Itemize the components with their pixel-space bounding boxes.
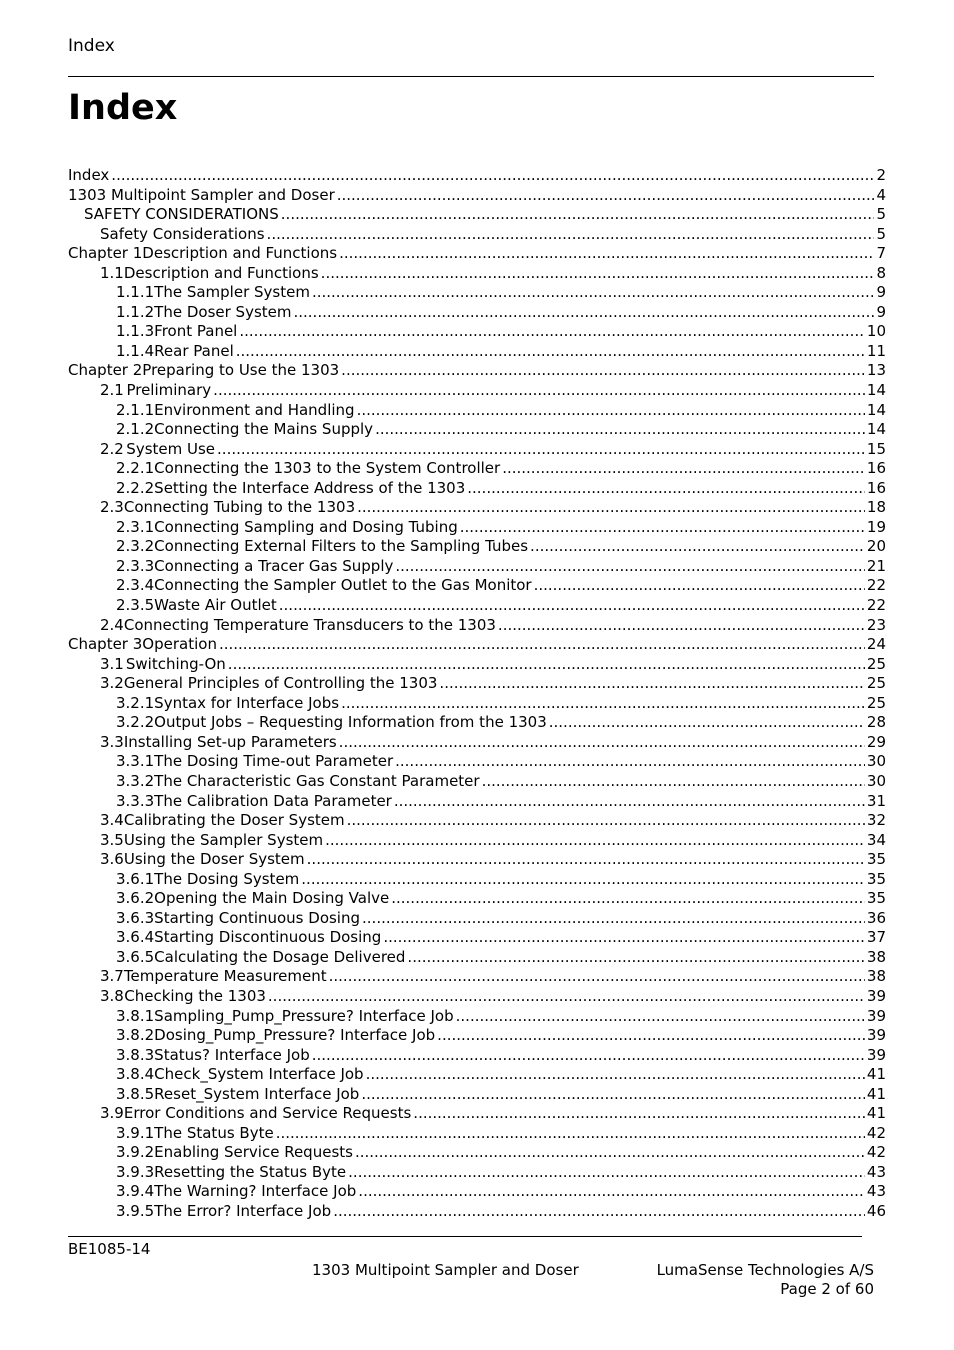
toc-entry[interactable] bbox=[68, 909, 886, 929]
toc-entry-page: 2 bbox=[876, 166, 886, 184]
toc-entry-number: 3.8.1 bbox=[116, 1006, 155, 1025]
toc-entry-label: Opening the Main Dosing Valve bbox=[154, 889, 390, 908]
toc-entry[interactable] bbox=[68, 772, 886, 792]
toc-dot-leader bbox=[361, 1085, 865, 1105]
toc-entry-page: 25 bbox=[866, 693, 886, 712]
toc-dot-leader bbox=[281, 205, 875, 225]
toc-entry-number: 2.3.3 bbox=[116, 556, 155, 575]
toc-dot-leader bbox=[413, 1104, 865, 1124]
toc-dot-leader bbox=[498, 616, 865, 636]
toc-entry-number: 3.8 bbox=[100, 986, 124, 1005]
toc-dot-leader bbox=[534, 576, 865, 596]
toc-entry[interactable] bbox=[68, 225, 886, 245]
toc-entry-label: Using the Doser System bbox=[123, 850, 305, 869]
toc-entry[interactable] bbox=[68, 459, 886, 479]
toc-entry[interactable] bbox=[68, 928, 886, 948]
toc-entry-label: Starting Continuous Dosing bbox=[154, 908, 361, 927]
toc-entry-page: 13 bbox=[866, 361, 886, 380]
toc-entry[interactable] bbox=[68, 1007, 886, 1027]
toc-dot-leader bbox=[267, 225, 875, 245]
toc-dot-leader bbox=[357, 498, 865, 518]
toc-dot-leader bbox=[549, 713, 865, 733]
toc-entry[interactable] bbox=[68, 1124, 886, 1144]
toc-entry-number: 3.9.1 bbox=[116, 1123, 155, 1142]
toc-entry-page: 15 bbox=[866, 439, 886, 458]
toc-entry-page: 14 bbox=[866, 381, 886, 400]
toc-dot-leader bbox=[358, 1182, 865, 1202]
toc-dot-leader bbox=[268, 987, 865, 1007]
toc-entry-page: 4 bbox=[876, 185, 886, 204]
toc-entry[interactable] bbox=[68, 283, 886, 303]
toc-entry-page: 24 bbox=[866, 635, 886, 654]
toc-entry-page: 34 bbox=[866, 830, 886, 849]
toc-entry[interactable] bbox=[68, 1026, 886, 1046]
toc-entry-number: 3.4 bbox=[100, 811, 124, 830]
toc-entry[interactable] bbox=[68, 1202, 886, 1222]
toc-dot-leader bbox=[301, 870, 865, 890]
toc-entry[interactable] bbox=[68, 811, 886, 831]
toc-entry-page: 9 bbox=[876, 302, 886, 321]
toc-dot-leader bbox=[339, 244, 874, 264]
toc-dot-leader bbox=[219, 635, 865, 655]
toc-entry-page: 35 bbox=[866, 869, 886, 888]
toc-entry-label: Connecting the Sampler Outlet to the Gas Monitor bbox=[154, 576, 532, 595]
toc-dot-leader bbox=[279, 596, 865, 616]
toc-entry-page: 18 bbox=[866, 498, 886, 517]
toc-entry-label: The Dosing System bbox=[154, 869, 300, 888]
toc-entry-label: The Dosing Time-out Parameter bbox=[154, 752, 394, 771]
toc-dot-leader bbox=[341, 694, 865, 714]
toc-entry-number: Chapter 1 bbox=[68, 244, 143, 263]
footer-company: LumaSense Technologies A/S bbox=[656, 1261, 874, 1279]
toc-entry[interactable] bbox=[68, 264, 886, 284]
toc-entry[interactable] bbox=[68, 537, 886, 557]
toc-entry[interactable] bbox=[68, 831, 886, 851]
toc-entry-page: 35 bbox=[866, 850, 886, 869]
toc-entry-label: Installing Set-up Parameters bbox=[123, 732, 337, 751]
toc-entry-page: 41 bbox=[866, 1065, 886, 1084]
toc-entry-page: 21 bbox=[866, 556, 886, 575]
toc-entry-label: Index bbox=[68, 166, 110, 184]
toc-dot-leader bbox=[321, 264, 875, 284]
toc-dot-leader bbox=[467, 479, 865, 499]
toc-entry-number: Chapter 2 bbox=[68, 361, 143, 380]
toc-entry-page: 22 bbox=[866, 596, 886, 615]
toc-entry-number: 3.9.3 bbox=[116, 1162, 155, 1181]
toc-entry-number: 3.8.5 bbox=[116, 1084, 155, 1103]
toc-entry-number: 3.8.4 bbox=[116, 1065, 155, 1084]
toc-dot-leader bbox=[375, 420, 865, 440]
toc-entry-label: Connecting a Tracer Gas Supply bbox=[154, 556, 394, 575]
toc-entry-label: Description and Functions bbox=[123, 263, 319, 282]
footer-doc-title: 1303 Multipoint Sampler and Doser bbox=[312, 1261, 579, 1279]
toc-entry-page: 46 bbox=[866, 1201, 886, 1220]
toc-entry-label: Waste Air Outlet bbox=[154, 596, 277, 615]
toc-entry[interactable] bbox=[68, 401, 886, 421]
toc-entry-label: The Error? Interface Job bbox=[154, 1201, 332, 1220]
toc-entry[interactable] bbox=[68, 1046, 886, 1066]
toc-entry-number: 3.2.1 bbox=[116, 693, 155, 712]
toc-entry-label: Safety Considerations bbox=[100, 224, 265, 243]
toc-entry-page: 29 bbox=[866, 732, 886, 751]
toc-entry-page: 30 bbox=[866, 771, 886, 790]
toc-entry-number: 3.2.2 bbox=[116, 713, 155, 732]
toc-entry-label: Error Conditions and Service Requests bbox=[123, 1104, 412, 1123]
toc-dot-leader bbox=[333, 1202, 865, 1222]
toc-entry-page: 42 bbox=[866, 1123, 886, 1142]
toc-entry[interactable] bbox=[68, 205, 886, 225]
toc-entry-page: 5 bbox=[876, 224, 886, 243]
toc-dot-leader bbox=[312, 1046, 865, 1066]
toc-entry-page: 11 bbox=[866, 341, 886, 360]
toc-dot-leader bbox=[348, 1163, 865, 1183]
toc-entry-page: 7 bbox=[876, 244, 886, 263]
toc-entry-label: Connecting Sampling and Dosing Tubing bbox=[154, 517, 458, 536]
toc-dot-leader bbox=[329, 967, 865, 987]
toc-dot-leader bbox=[482, 772, 865, 792]
toc-dot-leader bbox=[228, 655, 865, 675]
toc-entry-number: 3.6.2 bbox=[116, 889, 155, 908]
toc-entry[interactable] bbox=[68, 1143, 886, 1163]
toc-entry-number: 3.6.4 bbox=[116, 928, 155, 947]
toc-entry[interactable] bbox=[68, 694, 886, 714]
toc-entry-number: 1.1.3 bbox=[116, 322, 155, 341]
toc-dot-leader bbox=[213, 381, 865, 401]
toc-entry[interactable] bbox=[68, 1065, 886, 1085]
toc-dot-leader bbox=[502, 459, 865, 479]
toc-dot-leader bbox=[355, 1143, 865, 1163]
toc-entry[interactable] bbox=[68, 166, 886, 186]
toc-entry-number: 2.1 bbox=[100, 381, 124, 400]
toc-dot-leader bbox=[456, 1007, 865, 1027]
toc-entry-page: 20 bbox=[866, 537, 886, 556]
toc-entry[interactable] bbox=[68, 1182, 886, 1202]
toc-entry-label: The Calibration Data Parameter bbox=[154, 791, 392, 810]
toc-entry[interactable] bbox=[68, 948, 886, 968]
toc-entry[interactable] bbox=[68, 576, 886, 596]
toc-entry-label: The Characteristic Gas Constant Parameter bbox=[154, 771, 480, 790]
toc-dot-leader bbox=[325, 831, 865, 851]
toc-entry-page: 38 bbox=[866, 967, 886, 986]
toc-dot-leader bbox=[395, 557, 865, 577]
toc-entry-label: Status? Interface Job bbox=[154, 1045, 310, 1064]
toc-entry-page: 38 bbox=[866, 947, 886, 966]
toc-dot-leader bbox=[239, 322, 865, 342]
toc-entry[interactable] bbox=[68, 635, 886, 655]
toc-entry[interactable] bbox=[68, 674, 886, 694]
toc-entry-label: Resetting the Status Byte bbox=[154, 1162, 347, 1181]
toc-entry-number: 2.1.2 bbox=[116, 420, 155, 439]
toc-entry-label: Starting Discontinuous Dosing bbox=[154, 928, 382, 947]
toc-entry[interactable] bbox=[68, 713, 886, 733]
toc-entry-number: 2.3.2 bbox=[116, 537, 155, 556]
toc-dot-leader bbox=[366, 1065, 865, 1085]
toc-entry-page: 43 bbox=[866, 1182, 886, 1201]
toc-entry-page: 19 bbox=[866, 517, 886, 536]
toc-entry-label: Connecting Tubing to the 1303 bbox=[123, 498, 356, 517]
toc-entry-label: Front Panel bbox=[154, 322, 238, 341]
toc-entry-number: 2.2.1 bbox=[116, 459, 155, 478]
toc-entry[interactable] bbox=[68, 850, 886, 870]
toc-entry-page: 23 bbox=[866, 615, 886, 634]
footer-rule bbox=[68, 1236, 862, 1237]
toc-entry-label: Check_System Interface Job bbox=[154, 1065, 364, 1084]
toc-entry-page: 9 bbox=[876, 283, 886, 302]
toc-entry-number: 1.1.2 bbox=[116, 302, 155, 321]
toc-entry-label: Enabling Service Requests bbox=[154, 1143, 353, 1162]
toc-dot-leader bbox=[347, 811, 865, 831]
toc-entry-number: 2.4 bbox=[100, 615, 124, 634]
toc-entry[interactable] bbox=[68, 987, 886, 1007]
toc-dot-leader bbox=[293, 303, 874, 323]
toc-entry-number: 1.1 bbox=[100, 263, 124, 282]
toc-entry-label: Output Jobs – Requesting Information from the 1303 bbox=[154, 713, 547, 732]
toc-entry-label: Preliminary bbox=[126, 381, 212, 400]
toc-entry-number: 3.9.4 bbox=[116, 1182, 155, 1201]
toc-entry-label: The Sampler System bbox=[154, 283, 310, 302]
toc-entry-number: 2.2.2 bbox=[116, 478, 155, 497]
table-of-contents bbox=[68, 166, 886, 1222]
toc-entry-number: 1.1.1 bbox=[116, 283, 155, 302]
toc-entry[interactable] bbox=[68, 518, 886, 538]
toc-entry-page: 39 bbox=[866, 1026, 886, 1045]
toc-entry-label: Syntax for Interface Jobs bbox=[154, 693, 340, 712]
toc-entry-label: Connecting the Mains Supply bbox=[154, 420, 374, 439]
toc-entry-page: 39 bbox=[866, 1045, 886, 1064]
toc-entry-label: Dosing_Pump_Pressure? Interface Job bbox=[154, 1026, 436, 1045]
toc-entry[interactable] bbox=[68, 381, 886, 401]
toc-entry-label: Preparing to Use the 1303 bbox=[142, 361, 340, 380]
toc-entry[interactable] bbox=[68, 889, 886, 909]
toc-entry-page: 22 bbox=[866, 576, 886, 595]
toc-entry-label: Connecting the 1303 to the System Controller bbox=[154, 459, 501, 478]
toc-entry-page: 14 bbox=[866, 420, 886, 439]
toc-entry[interactable] bbox=[68, 420, 886, 440]
toc-entry[interactable] bbox=[68, 440, 886, 460]
toc-dot-leader bbox=[339, 733, 865, 753]
toc-entry-label: The Warning? Interface Job bbox=[154, 1182, 357, 1201]
toc-entry-label: Connecting External Filters to the Sampling Tubes bbox=[154, 537, 529, 556]
toc-dot-leader bbox=[394, 792, 865, 812]
header-rule bbox=[68, 76, 874, 77]
toc-entry[interactable] bbox=[68, 1163, 886, 1183]
toc-dot-leader bbox=[395, 752, 865, 772]
toc-entry-label: The Doser System bbox=[154, 302, 292, 321]
toc-entry[interactable] bbox=[68, 733, 886, 753]
toc-entry-page: 14 bbox=[866, 400, 886, 419]
toc-entry-page: 8 bbox=[876, 263, 886, 282]
toc-entry-label: Temperature Measurement bbox=[123, 967, 327, 986]
toc-entry[interactable] bbox=[68, 186, 886, 206]
toc-dot-leader bbox=[341, 361, 865, 381]
toc-dot-leader bbox=[276, 1124, 865, 1144]
toc-entry-page: 5 bbox=[876, 205, 886, 224]
toc-entry-number: 3.8.3 bbox=[116, 1045, 155, 1064]
toc-entry-label: Sampling_Pump_Pressure? Interface Job bbox=[154, 1006, 454, 1025]
toc-entry-label: Switching-On bbox=[125, 654, 226, 673]
toc-entry-page: 37 bbox=[866, 928, 886, 947]
toc-entry-page: 10 bbox=[866, 322, 886, 341]
toc-dot-leader bbox=[337, 186, 875, 206]
toc-entry-number: 2.3.4 bbox=[116, 576, 155, 595]
toc-entry-number: 3.6 bbox=[100, 850, 124, 869]
toc-entry-label: Operation bbox=[142, 635, 217, 654]
toc-entry-number: 3.3.2 bbox=[116, 771, 155, 790]
toc-dot-leader bbox=[217, 440, 865, 460]
toc-entry-page: 35 bbox=[866, 889, 886, 908]
toc-entry-label: Connecting Temperature Transducers to the 1303 bbox=[123, 615, 496, 634]
toc-entry-page: 30 bbox=[866, 752, 886, 771]
toc-entry-number: 2.1.1 bbox=[116, 400, 155, 419]
toc-entry-number: 3.3.3 bbox=[116, 791, 155, 810]
toc-entry-number: 3.6.5 bbox=[116, 947, 155, 966]
toc-entry-label: Setting the Interface Address of the 1303 bbox=[154, 478, 466, 497]
toc-entry[interactable] bbox=[68, 616, 886, 636]
toc-entry[interactable] bbox=[68, 244, 886, 264]
toc-entry[interactable] bbox=[68, 870, 886, 890]
toc-entry-page: 25 bbox=[866, 654, 886, 673]
toc-dot-leader bbox=[391, 889, 865, 909]
toc-entry-page: 39 bbox=[866, 986, 886, 1005]
toc-entry[interactable] bbox=[68, 655, 886, 675]
toc-entry[interactable] bbox=[68, 967, 886, 987]
toc-entry-label: System Use bbox=[126, 439, 216, 458]
toc-entry[interactable] bbox=[68, 1104, 886, 1124]
toc-dot-leader bbox=[460, 518, 865, 538]
toc-entry-label: Checking the 1303 bbox=[124, 986, 266, 1005]
toc-dot-leader bbox=[383, 928, 865, 948]
toc-entry-label: SAFETY CONSIDERATIONS bbox=[84, 205, 279, 224]
toc-entry-number: 1.1.4 bbox=[116, 341, 155, 360]
toc-entry[interactable] bbox=[68, 479, 886, 499]
toc-entry[interactable] bbox=[68, 792, 886, 812]
toc-entry-number: 3.8.2 bbox=[116, 1026, 155, 1045]
toc-entry-page: 43 bbox=[866, 1162, 886, 1181]
toc-entry-number: 3.7 bbox=[100, 967, 124, 986]
page-title: Index bbox=[68, 88, 178, 128]
toc-entry-page: 32 bbox=[866, 811, 886, 830]
toc-entry-label: The Status Byte bbox=[154, 1123, 274, 1142]
toc-entry-label: Rear Panel bbox=[154, 341, 234, 360]
toc-entry-label: General Principles of Controlling the 1303 bbox=[123, 674, 438, 693]
footer-page-number: Page 2 of 60 bbox=[780, 1280, 874, 1298]
toc-dot-leader bbox=[362, 909, 865, 929]
toc-entry-page: 31 bbox=[866, 791, 886, 810]
toc-entry[interactable] bbox=[68, 752, 886, 772]
toc-entry-number: 3.3 bbox=[100, 732, 124, 751]
toc-entry-number: 3.9.5 bbox=[116, 1201, 155, 1220]
toc-entry-page: 25 bbox=[866, 674, 886, 693]
toc-dot-leader bbox=[111, 166, 874, 186]
toc-entry-label: Description and Functions bbox=[142, 244, 338, 263]
toc-entry[interactable] bbox=[68, 322, 886, 342]
toc-entry-number: 3.9.2 bbox=[116, 1143, 155, 1162]
toc-entry-number: 2.2 bbox=[100, 439, 124, 458]
toc-entry-label: Reset_System Interface Job bbox=[154, 1084, 360, 1103]
toc-entry-number: 2.3 bbox=[100, 498, 124, 517]
toc-entry[interactable] bbox=[68, 303, 886, 323]
toc-dot-leader bbox=[437, 1026, 865, 1046]
toc-entry-label: Calculating the Dosage Delivered bbox=[154, 947, 406, 966]
toc-entry-number: 3.2 bbox=[100, 674, 124, 693]
toc-entry-number: 3.1 bbox=[100, 654, 124, 673]
toc-entry-label: Calibrating the Doser System bbox=[123, 811, 345, 830]
toc-dot-leader bbox=[407, 948, 864, 968]
toc-entry-page: 41 bbox=[866, 1084, 886, 1103]
toc-entry-page: 39 bbox=[866, 1006, 886, 1025]
toc-entry-number: 3.6.1 bbox=[116, 869, 155, 888]
toc-entry-page: 16 bbox=[866, 478, 886, 497]
toc-entry-number: 3.5 bbox=[100, 830, 124, 849]
toc-entry[interactable] bbox=[68, 1085, 886, 1105]
toc-entry-label: Using the Sampler System bbox=[123, 830, 324, 849]
running-header: Index bbox=[68, 36, 115, 56]
toc-entry-number: Chapter 3 bbox=[68, 635, 143, 654]
footer-doc-id: BE1085-14 bbox=[68, 1240, 151, 1258]
toc-entry[interactable] bbox=[68, 498, 886, 518]
toc-entry-number: 3.6.3 bbox=[116, 908, 155, 927]
toc-dot-leader bbox=[312, 283, 875, 303]
toc-entry[interactable] bbox=[68, 342, 886, 362]
toc-entry-page: 41 bbox=[866, 1104, 886, 1123]
toc-entry-page: 16 bbox=[866, 459, 886, 478]
toc-entry[interactable] bbox=[68, 361, 886, 381]
toc-entry[interactable] bbox=[68, 557, 886, 577]
toc-entry-page: 28 bbox=[866, 713, 886, 732]
toc-entry-number: 3.9 bbox=[100, 1104, 124, 1123]
toc-entry-number: 2.3.5 bbox=[116, 596, 155, 615]
toc-dot-leader bbox=[307, 850, 865, 870]
toc-dot-leader bbox=[236, 342, 865, 362]
toc-entry[interactable] bbox=[68, 596, 886, 616]
toc-entry-label: 1303 Multipoint Sampler and Doser bbox=[68, 185, 335, 204]
toc-entry-page: 36 bbox=[866, 908, 886, 927]
toc-dot-leader bbox=[439, 674, 864, 694]
toc-entry-page: 42 bbox=[866, 1143, 886, 1162]
toc-dot-leader bbox=[357, 401, 865, 421]
toc-entry-number: 3.3.1 bbox=[116, 752, 155, 771]
toc-entry-label: Environment and Handling bbox=[154, 400, 355, 419]
toc-dot-leader bbox=[530, 537, 865, 557]
toc-entry-number: 2.3.1 bbox=[116, 517, 155, 536]
